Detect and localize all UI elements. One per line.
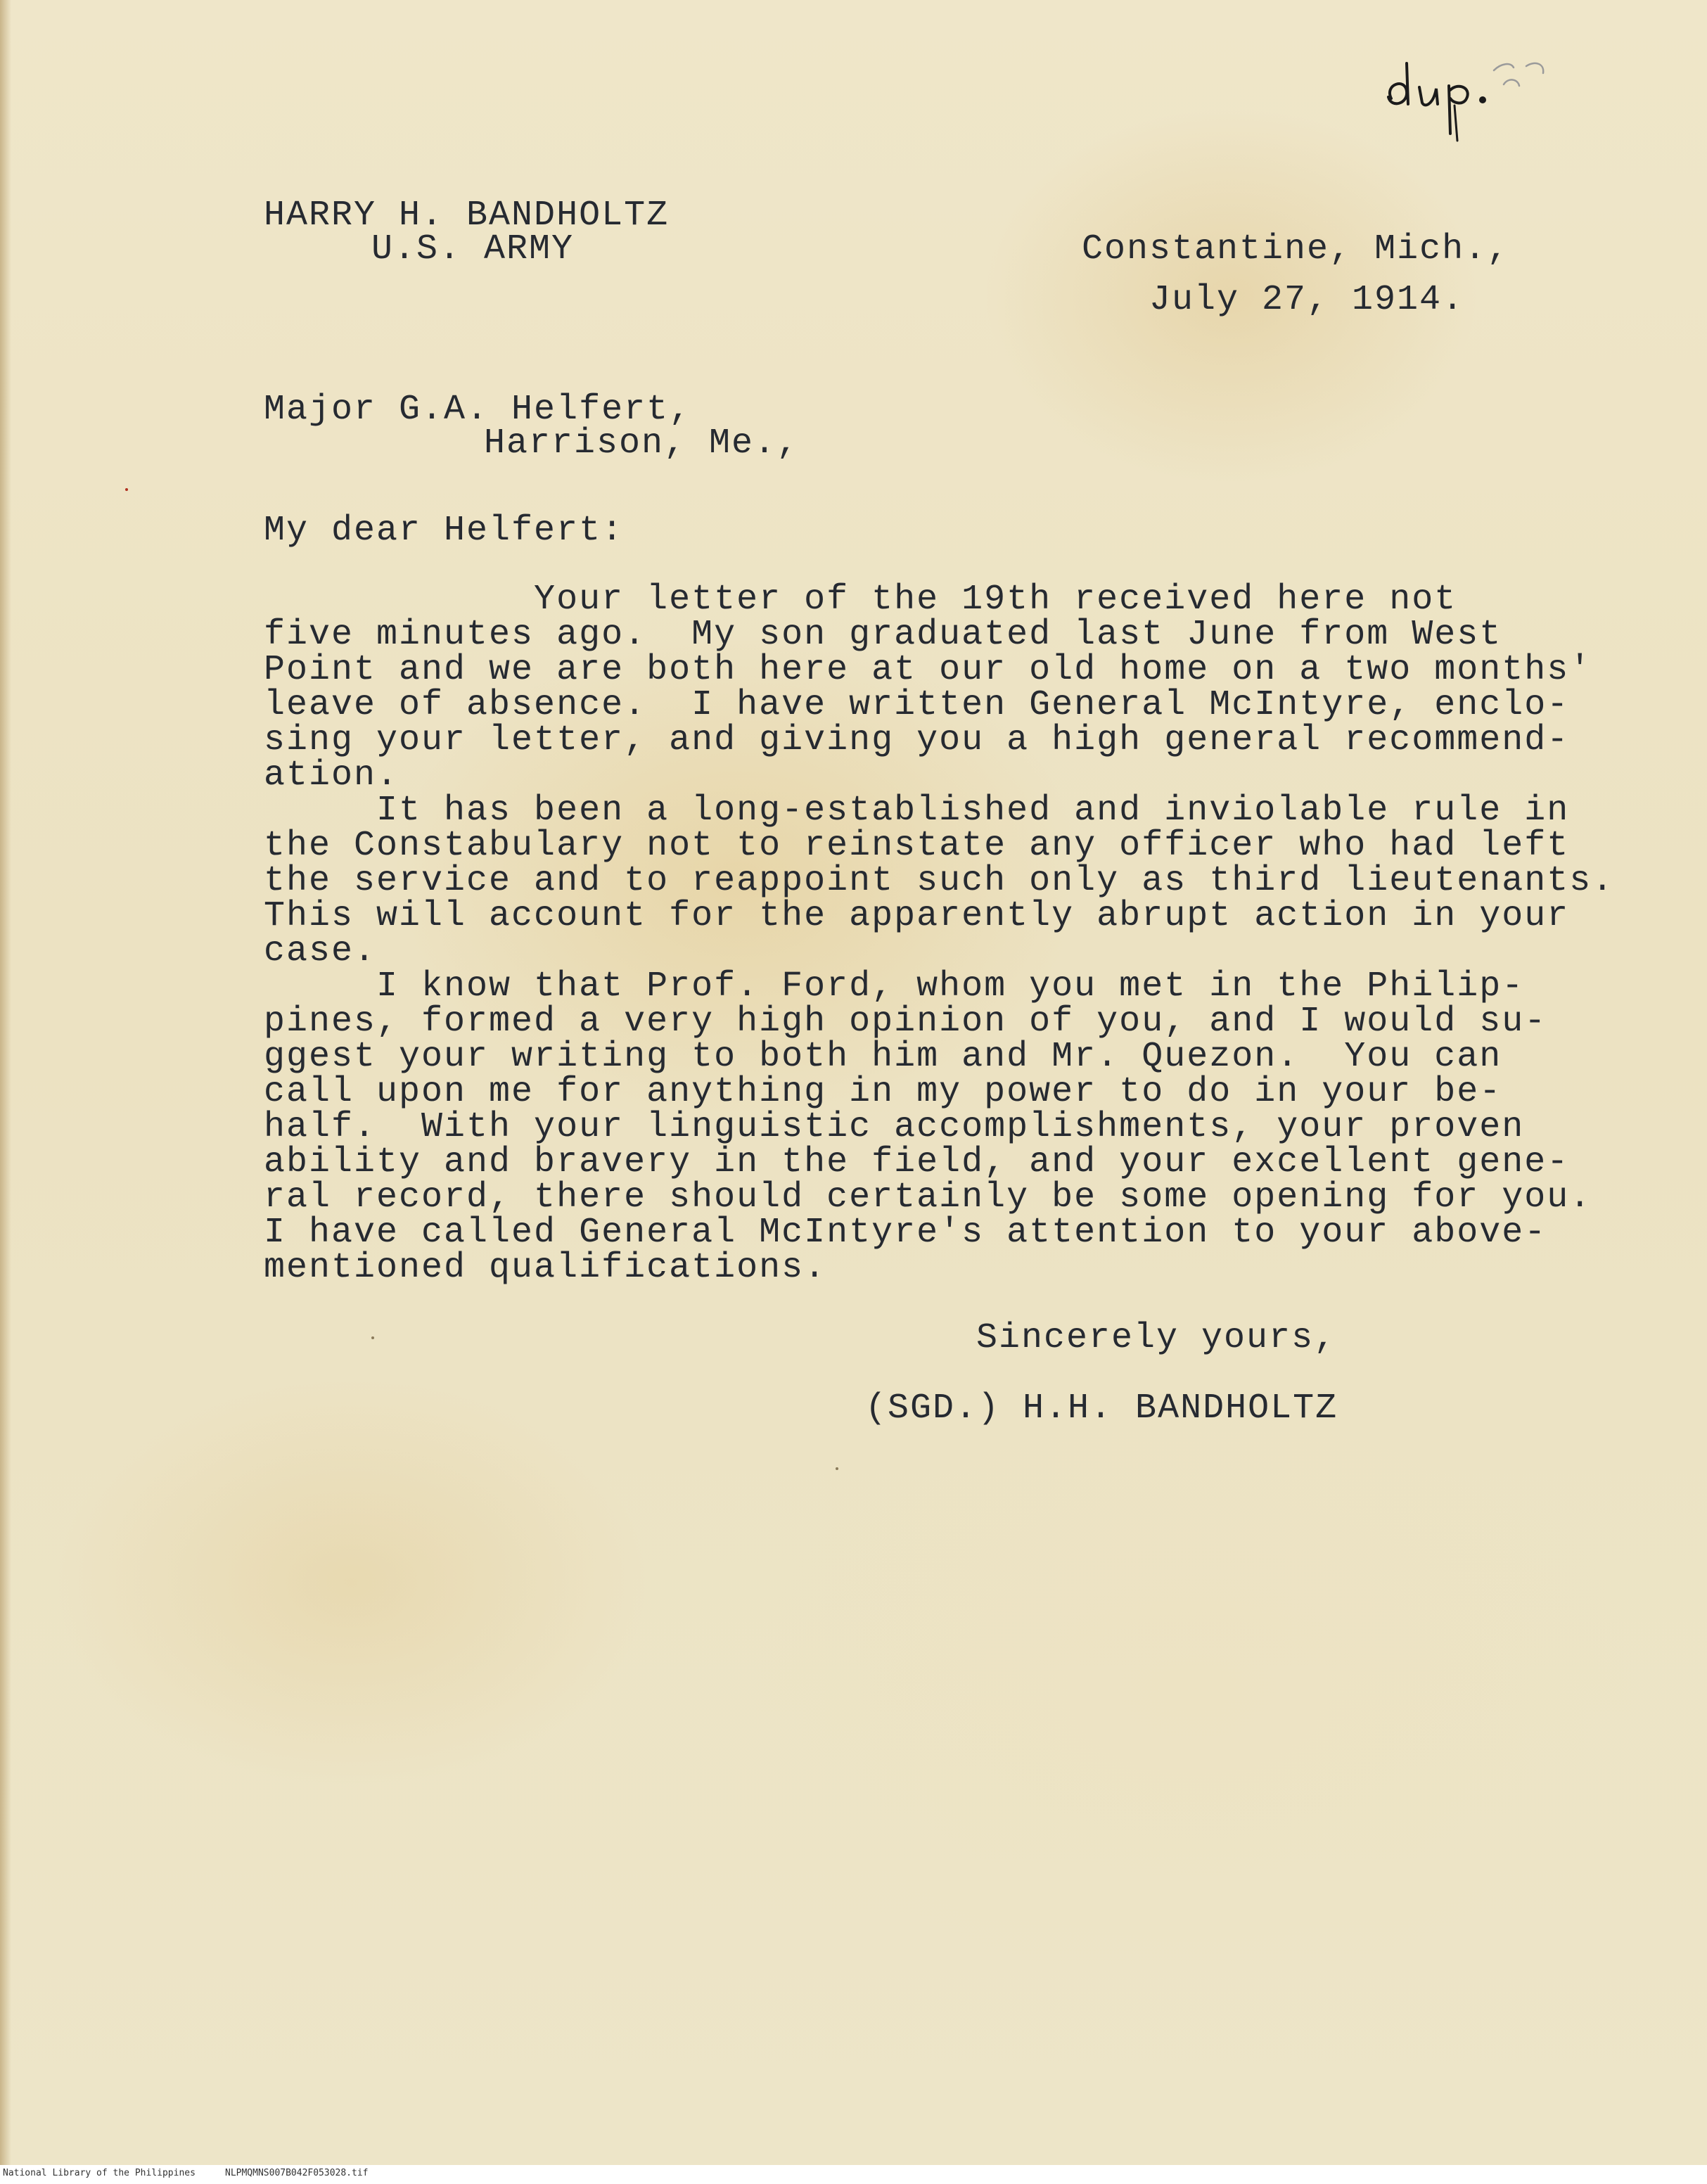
body-line: the Constabulary not to reinstate any officer who had left bbox=[264, 826, 1570, 866]
paper-speck bbox=[371, 1336, 374, 1339]
letterhead-organization: U.S. ARMY bbox=[371, 229, 575, 269]
body-line: call upon me for anything in my power to do in your be- bbox=[264, 1072, 1502, 1112]
handwritten-duplicate-mark bbox=[1363, 21, 1574, 148]
body-line: It has been a long-established and inviolable rule in bbox=[264, 791, 1570, 831]
recipient-address: Harrison, Me., bbox=[484, 423, 800, 464]
page-edge-shadow bbox=[0, 0, 11, 2165]
letter-body bbox=[264, 580, 1615, 1288]
salutation: My dear Helfert: bbox=[264, 511, 625, 551]
body-line: Your letter of the 19th received here not bbox=[264, 580, 1457, 620]
paper-speck bbox=[125, 488, 128, 491]
recipient-name: Major G.A. Helfert, bbox=[264, 390, 692, 430]
body-line: I have called General McIntyre's attention to your above- bbox=[264, 1213, 1547, 1253]
body-line: This will account for the apparently abrupt action in your bbox=[264, 896, 1570, 936]
letter-place: Constantine, Mich., bbox=[1082, 229, 1510, 269]
letter-date: July 27, 1914. bbox=[1149, 280, 1465, 320]
body-line: case. bbox=[264, 931, 377, 971]
body-line: mentioned qualifications. bbox=[264, 1248, 827, 1288]
letterhead-name: HARRY H. BANDHOLTZ bbox=[264, 196, 670, 236]
body-line: ral record, there should certainly be some opening for you. bbox=[264, 1177, 1592, 1218]
body-line: ggest your writing to both him and Mr. Quezon. You can bbox=[264, 1037, 1502, 1077]
body-line: the service and to reappoint such only as third lieutenants. bbox=[264, 861, 1615, 901]
body-line: ability and bravery in the field, and your excellent gene- bbox=[264, 1142, 1570, 1182]
footer-library: National Library of the Philippines bbox=[3, 2168, 196, 2178]
closing: Sincerely yours, bbox=[976, 1318, 1337, 1358]
body-line: pines, formed a very high opinion of you, and I would su- bbox=[264, 1002, 1547, 1042]
signature: (SGD.) H.H. BANDHOLTZ bbox=[865, 1388, 1338, 1429]
body-line: I know that Prof. Ford, whom you met in the Philip- bbox=[264, 966, 1525, 1007]
body-line: ation. bbox=[264, 755, 399, 796]
body-line: half. With your linguistic accomplishments, your proven bbox=[264, 1107, 1525, 1147]
body-line: Point and we are both here at our old home on a two months' bbox=[264, 650, 1592, 690]
body-line: five minutes ago. My son graduated last June from West bbox=[264, 615, 1502, 655]
body-line: sing your letter, and giving you a high general recommend- bbox=[264, 720, 1570, 760]
footer-filename: NLPMQMNS007B042F053028.tif bbox=[225, 2168, 369, 2178]
paper-speck bbox=[836, 1467, 838, 1470]
body-line: leave of absence. I have written General McIntyre, enclo- bbox=[264, 685, 1570, 725]
